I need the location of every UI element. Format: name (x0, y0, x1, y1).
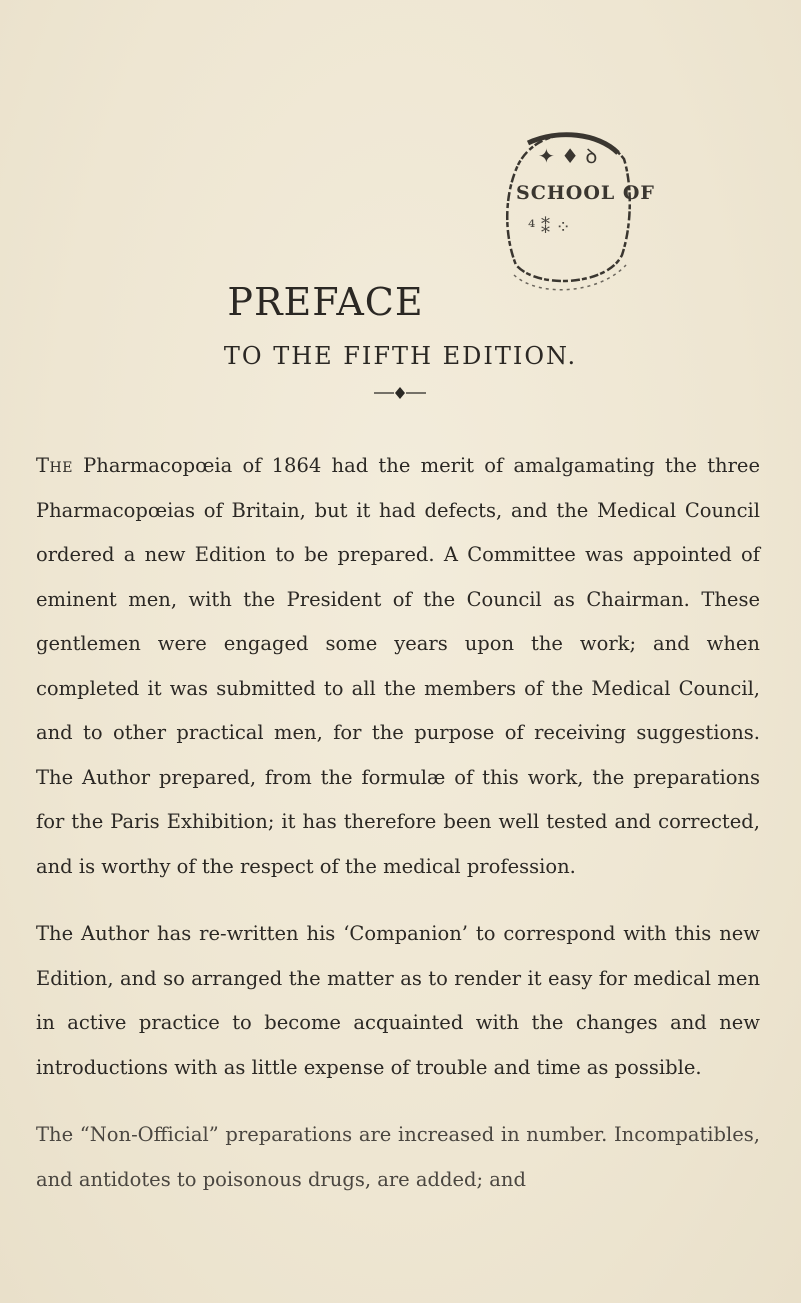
page-title: PREFACE (227, 280, 424, 324)
stamp-label: SCHOOL OF (516, 182, 655, 204)
page-subtitle: TO THE FIFTH EDITION. (223, 342, 578, 370)
library-stamp (498, 125, 636, 295)
divider-ornament (372, 383, 428, 403)
svg-text:✦ ♦ ꝺ: ✦ ♦ ꝺ (538, 144, 598, 168)
paragraph-2 (36, 912, 760, 1090)
paragraph-text: The Author has re-written his ‘Companion’ to correspond with this new Edition, and so arranged the matter as to render it easy for medical men in active practice to become acquainted with the changes and new introductions with as little expense of trouble and time as possible. (36, 922, 760, 1079)
paragraph-lead: The (36, 454, 73, 477)
paragraph-text: Pharmacopœia of 1864 had the merit of amalgamating the three Pharmacopœias of Britain, but it had defects, and the Medical Council ordered a new Edition to be prepared. A Committee was appointed of eminent men, with the President of the Council as Chairman. These gentlemen were engaged some years upon the work; and when completed it was submitted to all the members of the Medical Council, and to other practical men, for the purpose of receiving suggestions. The Author prepared, from the formulæ of this work, the preparations for the Paris Exhibition; it has therefore been well tested and corrected, and is worthy of the respect of the medical profession. (36, 454, 760, 878)
preface-body (36, 444, 760, 1202)
svg-text:⁴ ⁑ ⁘: ⁴ ⁑ ⁘ (528, 217, 571, 238)
paragraph-text: The “Non-Official” preparations are increased in number. Incompatibles, and antidotes to poisonous drugs, are added; and (36, 1123, 760, 1191)
paragraph-1 (36, 444, 760, 889)
paragraph-3 (36, 1113, 760, 1202)
